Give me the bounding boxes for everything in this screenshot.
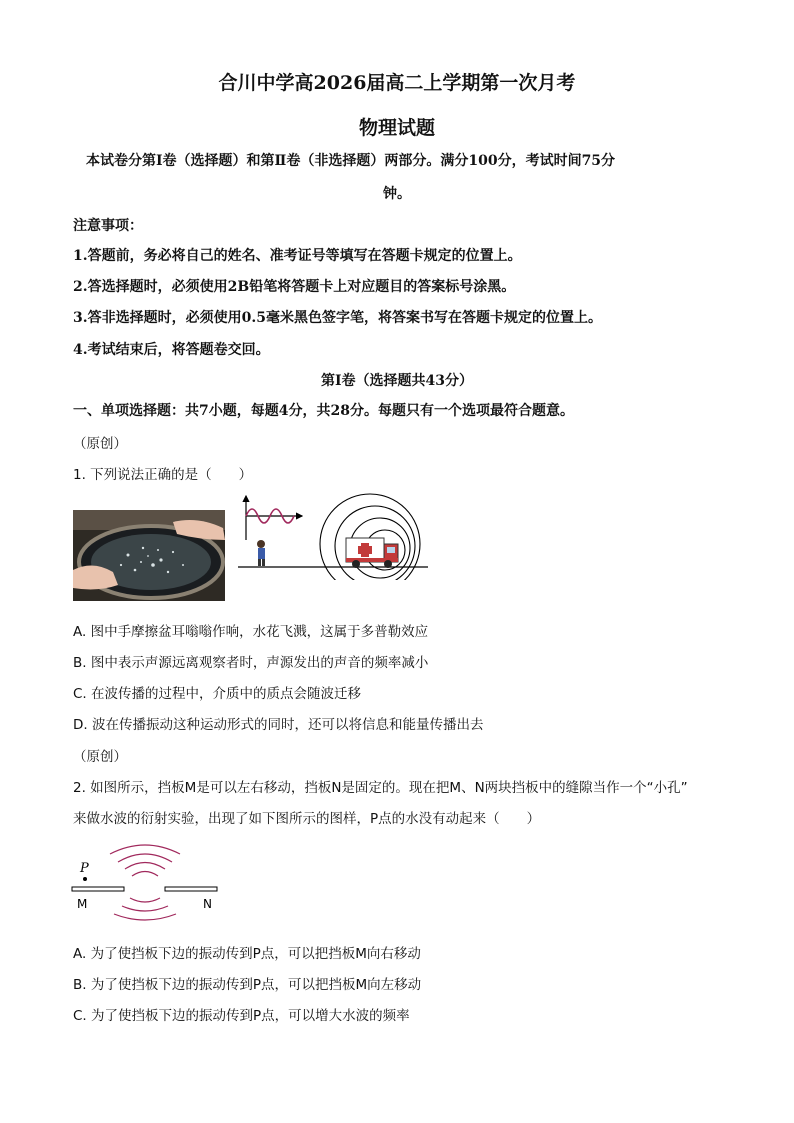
- q1-option-c: C. 在波传播的过程中，介质中的质点会随波迁移: [73, 686, 362, 702]
- q2-source: （原创）: [73, 749, 127, 765]
- q1-source: （原创）: [73, 436, 127, 452]
- board-n-label: N: [203, 897, 212, 911]
- q1-option-b: B. 图中表示声源远离观察者时，声源发出的声音的频率减小: [73, 655, 429, 671]
- observer-figure: [257, 540, 265, 566]
- intro-line-1: 本试卷分第Ⅰ卷（选择题）和第Ⅱ卷（非选择题）两部分。满分100分，考试时间75分: [86, 153, 616, 169]
- q2-stem-line-1: 2. 如图所示，挡板M是可以左右移动，挡板N是固定的。现在把M、N两块挡板中的缝隙当作一个“小孔”: [73, 780, 688, 796]
- notice-item-3: 3.答非选择题时，必须使用0.5毫米黑色签字笔，将答案书写在答题卡规定的位置上。: [73, 310, 602, 326]
- q2-stem-line-2: 来做水波的衍射实验，出现了如下图所示的图样，P点的水没有动起来（ ）: [73, 811, 541, 827]
- section-heading: 一、单项选择题：共7小题，每题4分，共28分。每题只有一个选项最符合题意。: [73, 403, 574, 419]
- basin-photo: [73, 510, 225, 601]
- q2-option-b: B. 为了使挡板下边的振动传到P点，可以把挡板M向左移动: [73, 977, 422, 993]
- q2-option-c: C. 为了使挡板下边的振动传到P点，可以增大水波的频率: [73, 1008, 410, 1024]
- q1-stem: 1. 下列说法正确的是（ ）: [73, 467, 253, 483]
- notice-item-4: 4.考试结束后，将答题卷交回。: [73, 342, 270, 358]
- diffraction-diagram: [70, 836, 222, 926]
- part1-heading: 第Ⅰ卷（选择题共43分）: [320, 373, 474, 389]
- notice-heading: 注意事项：: [73, 218, 143, 234]
- point-p-label: P: [80, 861, 89, 876]
- doppler-diagram: [238, 492, 428, 580]
- notice-item-1: 1.答题前，务必将自己的姓名、准考证号等填写在答题卡规定的位置上。: [73, 248, 522, 264]
- board-m-label: M: [77, 897, 88, 911]
- exam-title: 合川中学高2026届高二上学期第一次月考: [218, 72, 576, 94]
- q2-option-a: A. 为了使挡板下边的振动传到P点，可以把挡板M向右移动: [73, 946, 421, 962]
- ambulance: [346, 538, 398, 568]
- q1-option-a: A. 图中手摩擦盆耳嗡嗡作响，水花飞溅，这属于多普勒效应: [73, 624, 429, 640]
- subject-title: 物理试题: [358, 117, 435, 139]
- notice-item-2: 2.答选择题时，必须使用2B铅笔将答题卡上对应题目的答案标号涂黑。: [73, 279, 516, 295]
- q1-option-d: D. 波在传播振动这种运动形式的同时，还可以将信息和能量传播出去: [73, 717, 484, 733]
- intro-line-2: 钟。: [383, 186, 411, 202]
